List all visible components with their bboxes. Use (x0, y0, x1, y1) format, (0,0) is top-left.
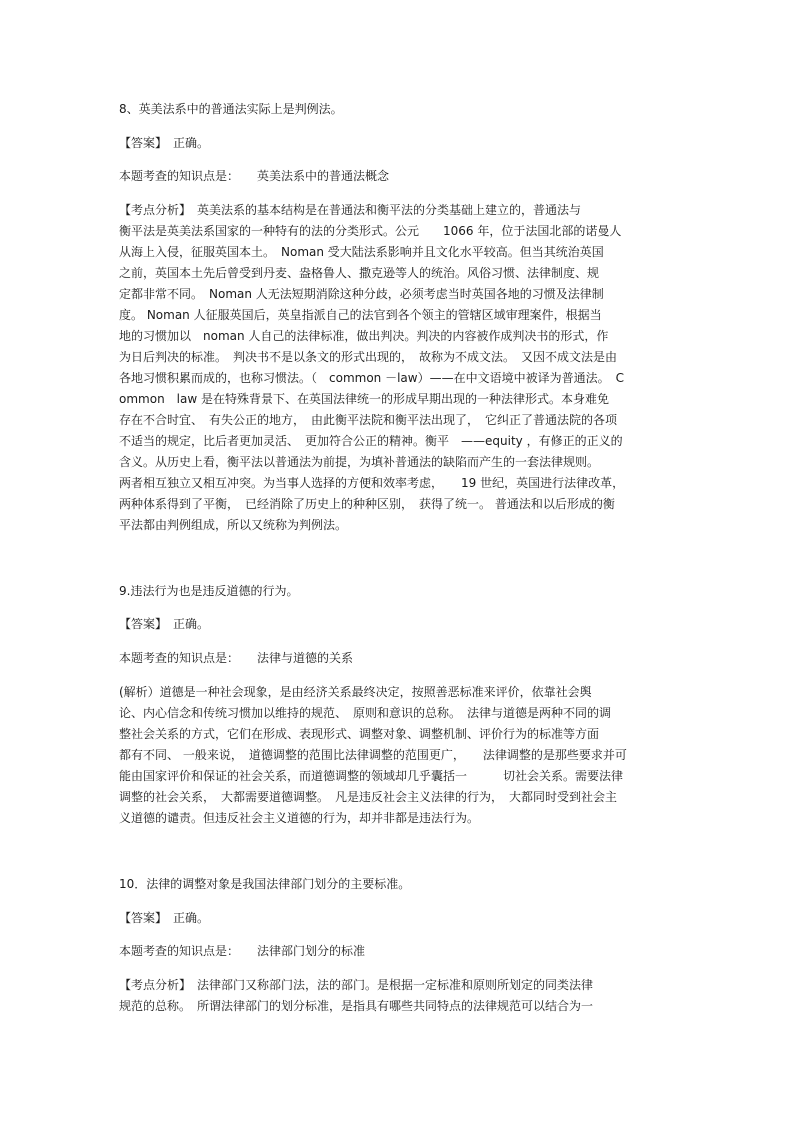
topic-8: 本题考查的知识点是： 英美法系中的普通法概念 (119, 169, 390, 183)
analysis-8-line: 之前，英国本土先后曾受到丹麦、盎格鲁人、撒克逊等人的统治。风俗习惯、法律制度、规 (119, 266, 600, 280)
analysis-8-line: 不适当的规定，比后者更加灵活、 更加符合公正的精神。衡平 ——equity ，有修正的正义的 (119, 434, 623, 448)
analysis-9-line: (解析）道德是一种社会现象，是由经济关系最终决定，按照善恶标准来评价，依靠社会舆 (119, 685, 592, 699)
topic-10: 本题考查的知识点是： 法律部门划分的标准 (119, 944, 366, 958)
analysis-10-line: 【考点分析】 法律部门又称部门法，法的部门。是根据一定标准和原则所划定的同类法律 (119, 978, 594, 992)
analysis-9-line: 调整的社会关系， 大都需要道德调整。 凡是违反社会主义法律的行为， 大都同时受到社会主 (119, 790, 618, 804)
answer-10: 【答案】 正确。 (119, 911, 210, 925)
analysis-8-line: 各地习惯积累而成的，也称习惯法。（ common －law）——在中文语境中被译为普通法。 C (119, 371, 624, 385)
analysis-8-line: 含义。从历史上看，衡平法以普通法为前提，为填补普通法的缺陷而产生的一套法律规则。 (119, 455, 600, 469)
analysis-8-line: 地的习惯加以 noman 人自己的法律标准，做出判决。判决的内容被作成判决书的形式，作 (119, 329, 609, 343)
analysis-9-line: 义道德的谴责。但违反社会主义道德的行为，却并非都是违法行为。 (119, 811, 480, 825)
analysis-8-line: ommon law 是在特殊背景下、在英国法律统一的形成早期出现的一种法律形式。本身难免 (119, 392, 609, 406)
analysis-8-line: 平法都由判例组成，所以又统称为判例法。 (119, 518, 348, 532)
analysis-8-line: 从海上入侵，征服英国本土。 Noman 受大陆法系影响并且文化水平较高。但当其统治英国 (119, 245, 604, 259)
question-9: 9.违法行为也是违反道德的行为。 (119, 584, 299, 598)
topic-9: 本题考查的知识点是： 法律与道德的关系 (119, 651, 354, 665)
analysis-8-line: 【考点分析】 英美法系的基本结构是在普通法和衡平法的分类基础上建立的，普通法与 (119, 203, 582, 217)
analysis-9-line: 整社会关系的方式，它们在形成、表现形式、调整对象、调整机制、评价行为的标准等方面 (119, 727, 600, 741)
answer-8: 【答案】 正确。 (119, 136, 210, 150)
analysis-10-line: 规范的总称。 所谓法律部门的划分标准，是指具有哪些共同特点的法律规范可以结合为一 (119, 999, 594, 1013)
question-10: 10．法律的调整对象是我国法律部门划分的主要标准。 (119, 877, 411, 891)
question-8: 8、英美法系中的普通法实际上是判例法。 (119, 102, 343, 116)
analysis-8-line: 为日后判决的标准。 判决书不是以条文的形式出现的， 故称为不成文法。 又因不成文法是由 (119, 350, 618, 364)
analysis-8-line: 定都非常不同。 Noman 人无法短期消除这种分歧，必须考虑当时英国各地的习惯及法律制 (119, 287, 604, 301)
answer-9: 【答案】 正确。 (119, 617, 210, 631)
analysis-8-line: 存在不合时宜、 有失公正的地方， 由此衡平法院和衡平法出现了， 它纠正了普通法院的各项 (119, 413, 618, 427)
analysis-9-line: 都有不同、 一般来说， 道德调整的范围比法律调整的范围更广， 法律调整的是那些要求并可 (119, 748, 627, 762)
analysis-9-line: 能由国家评价和保证的社会关系，而道德调整的领域却几乎囊括一 切社会关系。需要法律 (119, 769, 624, 783)
analysis-9-line: 论、内心信念和传统习惯加以维持的规范、 原则和意识的总称。 法律与道德是两种不同的调 (119, 706, 612, 720)
analysis-8-line: 衡平法是英美法系国家的一种特有的法的分类形式。公元 1066 年，位于法国北部的诺曼人 (119, 224, 622, 238)
analysis-8-line: 两种体系得到了平衡， 已经消除了历史上的种种区别， 获得了统一。 普通法和以后形成的衡 (119, 497, 615, 511)
analysis-8-line: 两者相互独立又相互冲突。为当事人选择的方便和效率考虑， 19 世纪，英国进行法律改革， (119, 476, 625, 490)
analysis-8-line: 度。 Noman 人征服英国后，英皇指派自己的法官到各个领主的管辖区域审理案件，根据当 (119, 308, 602, 322)
